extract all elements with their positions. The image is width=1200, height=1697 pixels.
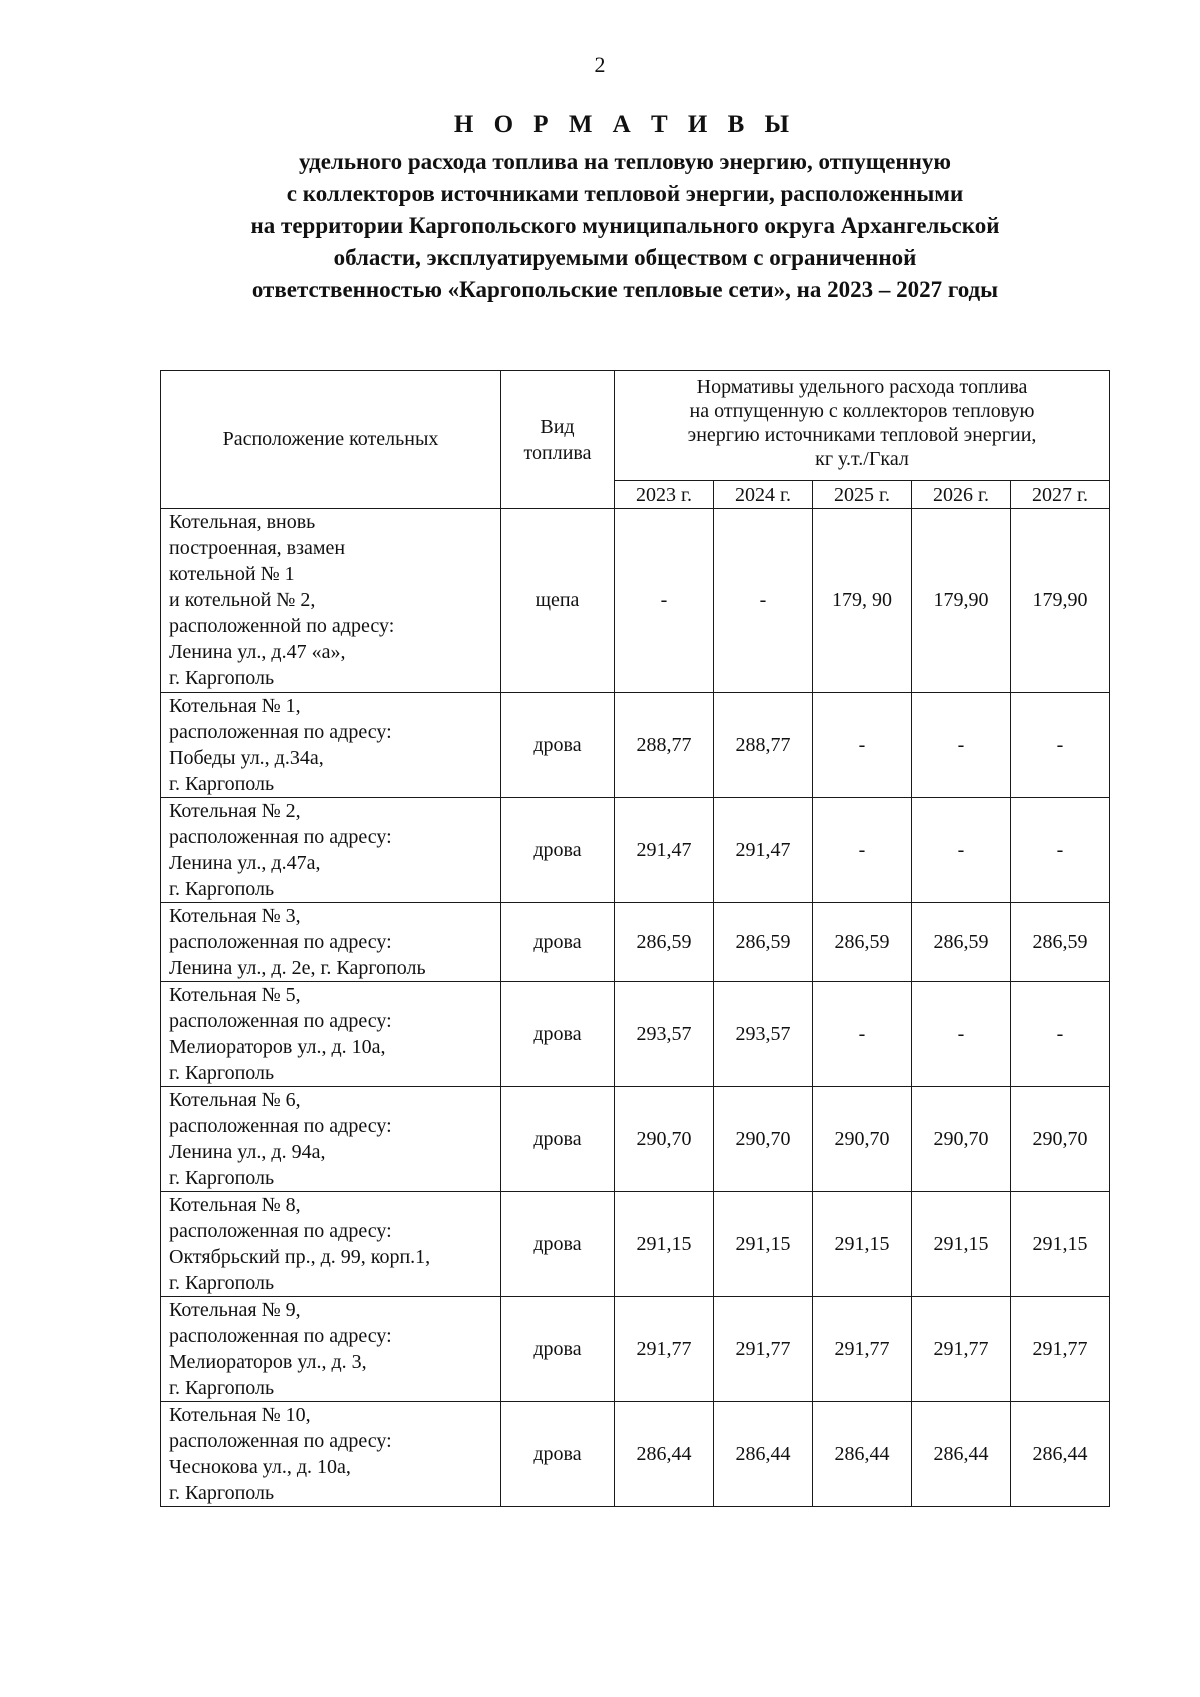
- norm-value-cell: -: [912, 693, 1011, 798]
- boiler-location-line: котельной № 1: [169, 563, 295, 585]
- norm-value-cell: 286,59: [615, 903, 714, 982]
- norm-value-cell: 293,57: [714, 982, 813, 1087]
- subtitle-line: ответственностью «Каргопольские тепловые сети», на 2023 – 2027 годы: [251, 277, 999, 302]
- boiler-location-line: г. Каргополь: [169, 773, 275, 795]
- norm-value-cell: -: [714, 509, 813, 693]
- boiler-location-line: Победы ул., д.34а,: [169, 747, 324, 769]
- norm-value-cell: 286,59: [813, 903, 912, 982]
- header-fuel-line: Вид: [540, 415, 575, 438]
- boiler-location-line: Чеснокова ул., д. 10а,: [169, 1456, 351, 1478]
- header-year: 2026 г.: [912, 481, 1011, 509]
- norm-value-cell: 288,77: [714, 693, 813, 798]
- table-row: [161, 1297, 1110, 1402]
- boiler-location-line: г. Каргополь: [169, 1482, 275, 1504]
- boiler-location-line: г. Каргополь: [169, 1167, 275, 1189]
- norm-value-cell: 291,15: [714, 1192, 813, 1297]
- norm-value-cell: 179, 90: [813, 509, 912, 693]
- boiler-location-line: Ленина ул., д.47 «а»,: [169, 641, 346, 663]
- norm-value-cell: 286,44: [813, 1402, 912, 1507]
- header-norms-line: Нормативы удельного расхода топлива: [696, 376, 1028, 398]
- norm-value-cell: -: [1011, 798, 1110, 903]
- header-norms: [615, 371, 1110, 481]
- header-fuel-type: [501, 371, 615, 509]
- header-year: 2027 г.: [1011, 481, 1110, 509]
- norm-value-cell: 286,44: [1011, 1402, 1110, 1507]
- norm-value-cell: 286,44: [714, 1402, 813, 1507]
- fuel-type-cell: дрова: [501, 1087, 615, 1192]
- table-row: [161, 982, 1110, 1087]
- fuel-type-cell: дрова: [501, 798, 615, 903]
- boiler-location-cell: [161, 798, 501, 903]
- norm-value-cell: -: [615, 509, 714, 693]
- boiler-location-line: г. Каргополь: [169, 1377, 275, 1399]
- norm-value-cell: -: [813, 693, 912, 798]
- norm-value-cell: 291,77: [714, 1297, 813, 1402]
- boiler-location-line: расположенная по адресу:: [169, 826, 392, 848]
- boiler-location-line: Ленина ул., д.47а,: [169, 852, 321, 874]
- boiler-location-cell: [161, 1402, 501, 1507]
- table-row: [161, 903, 1110, 982]
- header-fuel-line: топлива: [523, 441, 592, 464]
- norm-value-cell: 291,47: [615, 798, 714, 903]
- boiler-location-line: г. Каргополь: [169, 878, 275, 900]
- table-row: [161, 1402, 1110, 1507]
- norm-value-cell: 290,70: [912, 1087, 1011, 1192]
- boiler-location-line: Котельная № 6,: [169, 1089, 301, 1111]
- norm-value-cell: -: [912, 798, 1011, 903]
- norm-value-cell: 286,59: [1011, 903, 1110, 982]
- boiler-location-line: Котельная № 3,: [169, 905, 301, 927]
- boiler-location-cell: [161, 982, 501, 1087]
- norm-value-cell: -: [912, 982, 1011, 1087]
- norm-value-cell: 291,77: [813, 1297, 912, 1402]
- header-year: 2024 г.: [714, 481, 813, 509]
- boiler-location-line: расположенная по адресу:: [169, 1115, 392, 1137]
- boiler-location-line: Котельная № 5,: [169, 984, 301, 1006]
- fuel-type-cell: дрова: [501, 1192, 615, 1297]
- norm-value-cell: 291,15: [912, 1192, 1011, 1297]
- boiler-location-line: Ленина ул., д. 94а,: [169, 1141, 326, 1163]
- header-location: Расположение котельных: [161, 371, 501, 509]
- table-row: [161, 1192, 1110, 1297]
- norm-value-cell: -: [813, 982, 912, 1087]
- boiler-location-cell: [161, 1192, 501, 1297]
- norm-value-cell: -: [813, 798, 912, 903]
- fuel-type-cell: дрова: [501, 1402, 615, 1507]
- boiler-location-cell: [161, 903, 501, 982]
- header-norms-line: на отпущенную с коллекторов тепловую: [689, 400, 1035, 422]
- boiler-location-line: расположенная по адресу:: [169, 1010, 392, 1032]
- fuel-type-cell: дрова: [501, 1297, 615, 1402]
- boiler-location-line: Котельная № 8,: [169, 1194, 301, 1216]
- header-year: 2023 г.: [615, 481, 714, 509]
- norm-value-cell: -: [1011, 982, 1110, 1087]
- fuel-type-cell: дрова: [501, 903, 615, 982]
- boiler-location-line: г. Каргополь: [169, 1272, 275, 1294]
- header-norms-line: энергию источниками тепловой энергии,: [687, 424, 1037, 446]
- norm-value-cell: 288,77: [615, 693, 714, 798]
- document-title-block: [130, 108, 1120, 306]
- norm-value-cell: 291,77: [912, 1297, 1011, 1402]
- subtitle-line: области, эксплуатируемыми обществом с ограниченной: [333, 245, 917, 270]
- norm-value-cell: 179,90: [912, 509, 1011, 693]
- norm-value-cell: 291,15: [1011, 1192, 1110, 1297]
- fuel-type-cell: щепа: [501, 509, 615, 693]
- boiler-location-line: расположенная по адресу:: [169, 721, 392, 743]
- norm-value-cell: -: [1011, 693, 1110, 798]
- boiler-location-line: Котельная № 10,: [169, 1404, 311, 1426]
- boiler-location-cell: [161, 509, 501, 693]
- norm-value-cell: 286,44: [615, 1402, 714, 1507]
- boiler-location-line: Котельная № 9,: [169, 1299, 301, 1321]
- boiler-location-line: г. Каргополь: [169, 1062, 275, 1084]
- norm-value-cell: 293,57: [615, 982, 714, 1087]
- boiler-location-cell: [161, 1087, 501, 1192]
- table-row: [161, 798, 1110, 903]
- norm-value-cell: 286,59: [714, 903, 813, 982]
- boiler-location-line: Октябрьский пр., д. 99, корп.1,: [169, 1246, 431, 1268]
- table-row: [161, 509, 1110, 693]
- norm-value-cell: 286,44: [912, 1402, 1011, 1507]
- boiler-location-line: Мелиораторов ул., д. 10а,: [169, 1036, 386, 1058]
- boiler-location-line: построенная, взамен: [169, 537, 346, 559]
- norm-value-cell: 179,90: [1011, 509, 1110, 693]
- fuel-type-cell: дрова: [501, 693, 615, 798]
- boiler-location-cell: [161, 693, 501, 798]
- subtitle-line: удельного расхода топлива на тепловую энергию, отпущенную: [299, 149, 951, 174]
- subtitle-line: на территории Каргопольского муниципального округа Архангельской: [250, 213, 1000, 238]
- boiler-location-line: Котельная № 1,: [169, 695, 301, 717]
- boiler-location-line: Котельная № 2,: [169, 800, 301, 822]
- boiler-location-line: расположенная по адресу:: [169, 931, 392, 953]
- document-title: Н О Р М А Т И В Ы: [453, 111, 797, 138]
- boiler-location-line: расположенная по адресу:: [169, 1325, 392, 1347]
- header-norms-line: кг у.т./Гкал: [815, 448, 909, 470]
- norm-value-cell: 290,70: [714, 1087, 813, 1192]
- norm-value-cell: 291,77: [1011, 1297, 1110, 1402]
- boiler-location-line: расположенная по адресу:: [169, 1220, 392, 1242]
- boiler-location-line: Котельная, вновь: [169, 511, 316, 533]
- boiler-location-line: Мелиораторов ул., д. 3,: [169, 1351, 367, 1373]
- norm-value-cell: 291,15: [615, 1192, 714, 1297]
- norm-value-cell: 290,70: [615, 1087, 714, 1192]
- norms-table: [160, 370, 1110, 1507]
- table-row: [161, 1087, 1110, 1192]
- boiler-location-line: расположенная по адресу:: [169, 1430, 392, 1452]
- boiler-location-cell: [161, 1297, 501, 1402]
- norm-value-cell: 290,70: [1011, 1087, 1110, 1192]
- boiler-location-line: расположенной по адресу:: [169, 615, 395, 637]
- table-body: [161, 509, 1110, 1507]
- norm-value-cell: 291,15: [813, 1192, 912, 1297]
- norm-value-cell: 290,70: [813, 1087, 912, 1192]
- header-year: 2025 г.: [813, 481, 912, 509]
- boiler-location-line: Ленина ул., д. 2е, г. Каргополь: [169, 957, 426, 979]
- boiler-location-line: и котельной № 2,: [169, 589, 316, 611]
- fuel-type-cell: дрова: [501, 982, 615, 1087]
- table-row: [161, 693, 1110, 798]
- norm-value-cell: 291,77: [615, 1297, 714, 1402]
- subtitle-line: с коллекторов источниками тепловой энергии, расположенными: [286, 181, 964, 206]
- norm-value-cell: 291,47: [714, 798, 813, 903]
- table-header: [161, 371, 1110, 509]
- page-number: 2: [594, 52, 606, 77]
- norm-value-cell: 286,59: [912, 903, 1011, 982]
- boiler-location-line: г. Каргополь: [169, 667, 275, 689]
